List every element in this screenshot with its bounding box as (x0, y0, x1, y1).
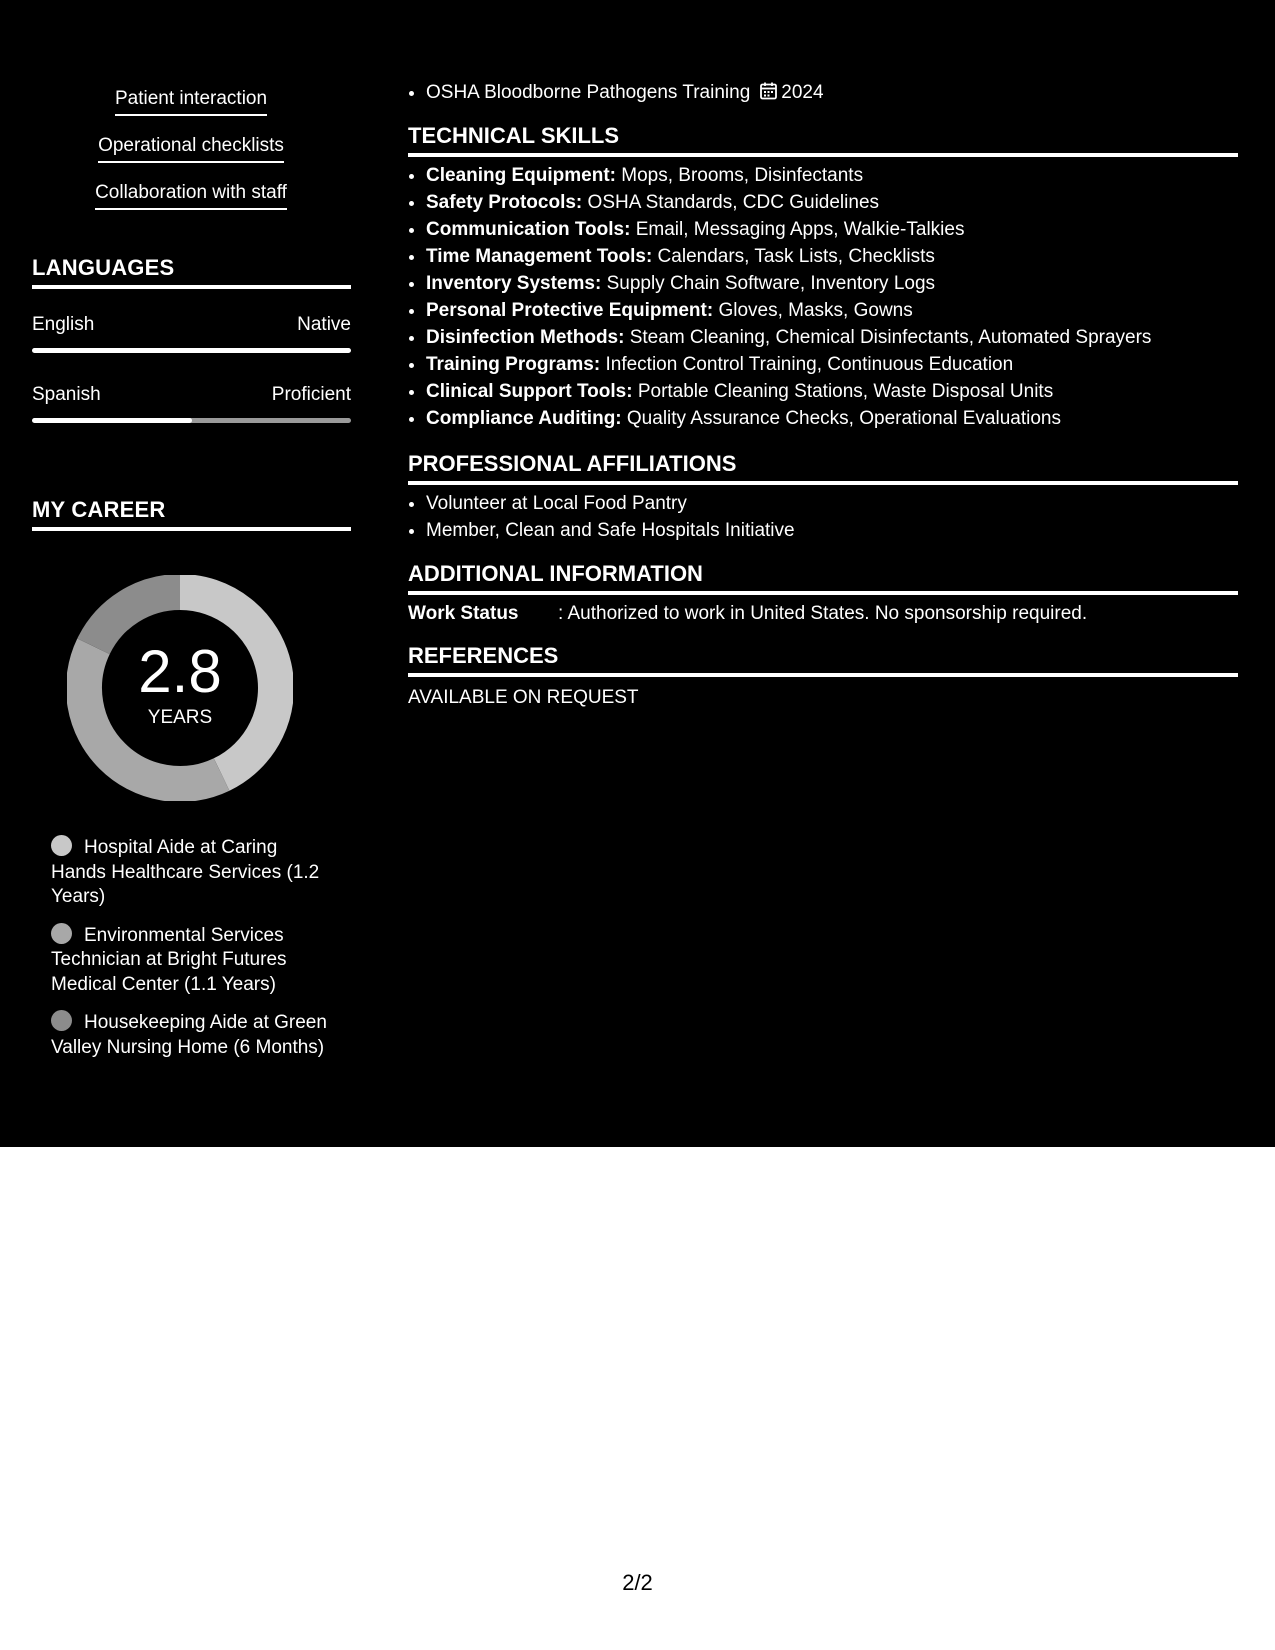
career-total (67, 575, 293, 801)
skill-value: Portable Cleaning Stations, Waste Disposal Units (632, 381, 1054, 402)
technical-skill-item (426, 351, 1256, 378)
sidebar (0, 0, 382, 1147)
skill-label: Safety Protocols: (426, 192, 583, 213)
language-name: English (32, 314, 95, 335)
affiliations-heading: PROFESSIONAL AFFILIATIONS (408, 451, 1238, 485)
references-heading: REFERENCES (408, 643, 1238, 677)
language-proficiency-fill (32, 348, 351, 353)
work-status-label: Work Status (408, 603, 519, 624)
career-heading: MY CAREER (32, 497, 351, 531)
calendar-icon (760, 81, 777, 108)
skill-item: Collaboration with staff (95, 180, 287, 210)
technical-skills-heading: TECHNICAL SKILLS (408, 123, 1238, 157)
skill-label: Communication Tools: (426, 219, 631, 240)
technical-skill-item (426, 297, 1256, 324)
technical-skill-item (426, 216, 1256, 243)
technical-skill-item (426, 324, 1256, 351)
skill-label: Time Management Tools: (426, 246, 653, 267)
skill-value: Steam Cleaning, Chemical Disinfectants, Automated Sprayers (624, 327, 1152, 348)
skill-value: Mops, Brooms, Disinfectants (616, 165, 864, 186)
skill-value: Email, Messaging Apps, Walkie-Talkies (630, 219, 965, 240)
skill-label: Cleaning Equipment: (426, 165, 616, 186)
technical-skill-item (426, 162, 1256, 189)
technical-skill-item (426, 243, 1256, 270)
certification-item (426, 79, 1240, 108)
affiliations-list (408, 490, 1256, 544)
career-legend-text: Hospital Aide at Caring Hands Healthcare Services (1.2 Years) (51, 837, 320, 907)
legend-dot-icon (51, 923, 72, 944)
language-proficiency-fill (32, 418, 192, 423)
language-proficiency-bar (32, 418, 351, 423)
skill-label: Compliance Auditing: (426, 408, 622, 429)
technical-skill-item (426, 405, 1256, 432)
technical-skill-item (426, 378, 1256, 405)
work-status-row (408, 601, 1087, 627)
language-level: Native (297, 314, 351, 335)
skill-label: Training Programs: (426, 354, 601, 375)
additional-info-heading: ADDITIONAL INFORMATION (408, 561, 1238, 595)
legend-dot-icon (51, 835, 72, 856)
skill-value: OSHA Standards, CDC Guidelines (582, 192, 880, 213)
skill-value: Supply Chain Software, Inventory Logs (601, 273, 936, 294)
skill-value: Calendars, Task Lists, Checklists (652, 246, 935, 267)
technical-skills-list (408, 162, 1256, 432)
career-legend-text: Environmental Services Technician at Bright Futures Medical Center (1.1 Years) (51, 924, 287, 995)
career-total-unit: YEARS (147, 707, 213, 728)
skill-list (0, 86, 382, 227)
affiliation-item: • Volunteer at Local Food Pantry (426, 490, 1256, 517)
language-row (32, 383, 351, 423)
career-legend-item (51, 923, 331, 998)
skill-label: Clinical Support Tools: (426, 381, 633, 402)
references-text: AVAILABLE ON REQUEST (408, 687, 639, 708)
languages-heading: LANGUAGES (32, 255, 351, 289)
career-legend (51, 835, 331, 1073)
language-level: Proficient (271, 384, 351, 405)
work-status-value: : Authorized to work in United States. No sponsorship required. (558, 603, 1088, 624)
career-legend-item (51, 835, 331, 910)
technical-skill-item (426, 189, 1256, 216)
career-legend-text: Housekeeping Aide at Green Valley Nursing Home (6 Months) (51, 1012, 327, 1058)
certification-year: 2024 (781, 82, 824, 103)
skill-item: Operational checklists (98, 133, 284, 163)
skill-value: Gloves, Masks, Gowns (713, 300, 913, 321)
skill-label: Disinfection Methods: (426, 327, 625, 348)
page-number: 2/2 (622, 1570, 653, 1595)
career-total-value: 2.8 (138, 638, 222, 705)
skill-label: Inventory Systems: (426, 273, 602, 294)
technical-skill-item (426, 270, 1256, 297)
language-proficiency-bar (32, 348, 351, 353)
language-name: Spanish (32, 384, 101, 405)
affiliation-item: • Member, Clean and Safe Hospitals Initiative (426, 517, 1256, 544)
skill-value: Quality Assurance Checks, Operational Evaluations (621, 408, 1061, 429)
career-donut-chart (67, 575, 293, 801)
skill-value: Infection Control Training, Continuous Education (600, 354, 1014, 375)
language-row (32, 313, 351, 353)
certification (408, 79, 1240, 108)
certification-name: OSHA Bloodborne Pathogens Training (426, 82, 751, 103)
skill-label: Personal Protective Equipment: (426, 300, 714, 321)
skill-item: Patient interaction (115, 86, 267, 116)
legend-dot-icon (51, 1010, 72, 1031)
career-legend-item (51, 1010, 331, 1060)
